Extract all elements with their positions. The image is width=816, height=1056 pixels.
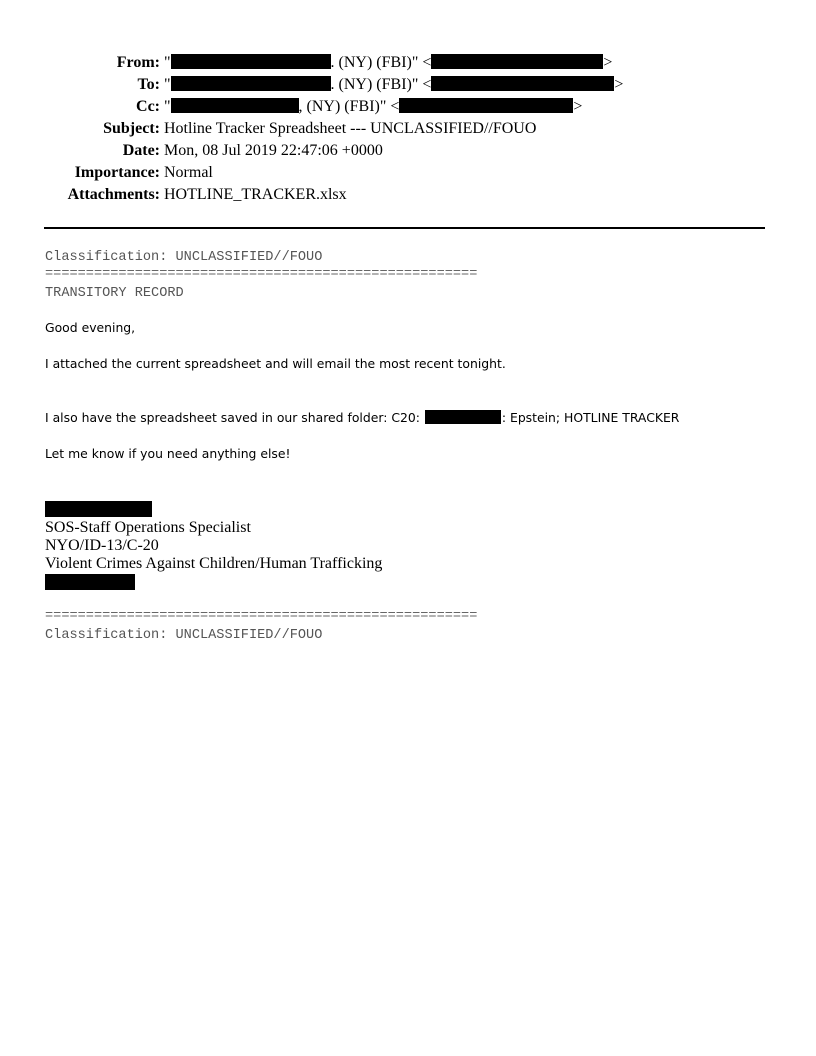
classification-bottom: Classification: UNCLASSIFIED//FOUO xyxy=(45,628,323,643)
body-line-3: Let me know if you need anything else! xyxy=(45,446,291,461)
cc-value: " , (NY) (FBI)" < > xyxy=(164,98,583,115)
separator-bottom: ===================================================== xyxy=(45,609,478,624)
record-type: TRANSITORY RECORD xyxy=(45,286,184,301)
signature-unit: Violent Crimes Against Children/Human Trafficking xyxy=(45,555,383,572)
classification-top: Classification: UNCLASSIFIED//FOUO xyxy=(45,250,323,265)
signature-title: SOS-Staff Operations Specialist xyxy=(45,519,251,536)
body-line-2: I also have the spreadsheet saved in our shared folder: C20: : Epstein; HOTLINE TRACKER xyxy=(45,410,680,425)
subject-row xyxy=(0,118,816,140)
attachments-label: Attachments: xyxy=(67,186,160,203)
from-value: " . (NY) (FBI)" < > xyxy=(164,54,613,71)
subject-value: Hotline Tracker Spreadsheet --- UNCLASSIFIED//FOUO xyxy=(164,120,537,137)
redaction-box xyxy=(171,54,331,69)
date-row xyxy=(0,140,816,162)
greeting: Good evening, xyxy=(45,320,136,335)
from-row xyxy=(0,52,816,74)
signature-office: NYO/ID-13/C-20 xyxy=(45,537,159,554)
attachment-filename: HOTLINE_TRACKER.xlsx xyxy=(164,186,347,203)
signature-name-redaction xyxy=(45,501,152,517)
signature-contact-redaction xyxy=(45,574,135,590)
body-line-1: I attached the current spreadsheet and will email the most recent tonight. xyxy=(45,356,506,371)
to-row xyxy=(0,74,816,96)
cc-row xyxy=(0,96,816,118)
redaction-box xyxy=(171,76,331,91)
redaction-box xyxy=(399,98,573,113)
importance-value: Normal xyxy=(164,164,213,181)
redaction-box xyxy=(171,98,299,113)
separator-top: ===================================================== xyxy=(45,267,478,282)
cc-label: Cc: xyxy=(136,98,160,115)
attachments-row xyxy=(0,184,816,206)
date-label: Date: xyxy=(122,142,160,159)
importance-row xyxy=(0,162,816,184)
redaction-box xyxy=(425,410,501,424)
date-value: Mon, 08 Jul 2019 22:47:06 +0000 xyxy=(164,142,383,159)
subject-label: Subject: xyxy=(103,120,160,137)
from-label: From: xyxy=(116,54,160,71)
to-label: To: xyxy=(137,76,160,93)
importance-label: Importance: xyxy=(74,164,160,181)
redaction-box xyxy=(431,54,603,69)
redaction-box xyxy=(431,76,614,91)
to-value: " . (NY) (FBI)" < > xyxy=(164,76,624,93)
header-divider xyxy=(44,227,765,229)
